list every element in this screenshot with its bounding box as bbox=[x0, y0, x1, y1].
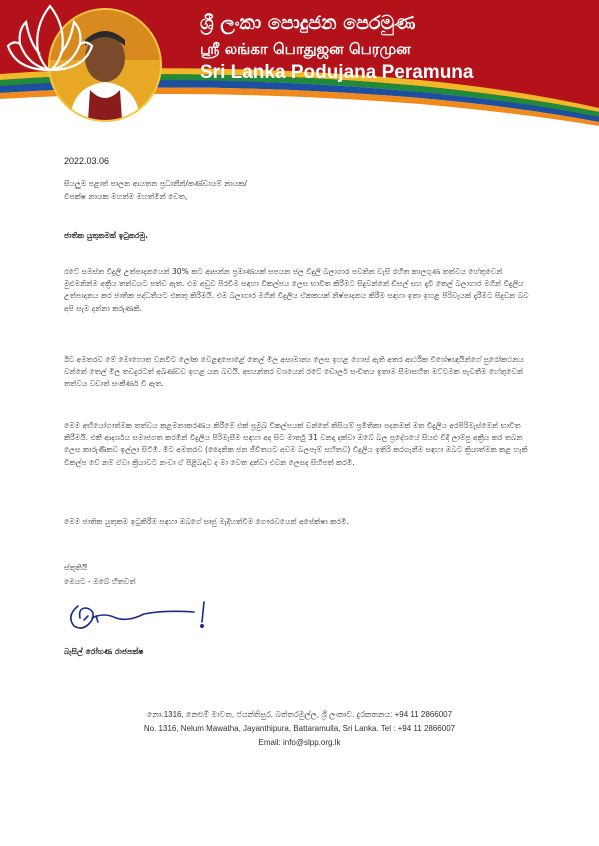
paragraph-4: මෙම ජාතික යුතුකම ඉටුකිරීම සඳහා ඔබගේ සෘජු මැදිහත්වීම ගෞරවයෙන් අපේක්ෂා කරමි. bbox=[64, 517, 349, 526]
addressee-line-1: සියලුම පළාත් පාලන ආයතන ප්‍රධානීන්/කණ්ඩායම් නායක/ bbox=[64, 179, 247, 188]
footer-address-sinhala: නො.1316, නෙළුම් මාවත, ජයන්තිපුර, බත්තරමුල්ල, ශ්‍රී ලංකාව. දුරකතනය: +94 11 2866007 bbox=[146, 710, 453, 719]
closing-line-2: මෙයට - ඔබේ හිතවත් bbox=[64, 577, 136, 586]
paragraph-3: මෙම අභියෝගාත්මක තත්වය කළමනාකරණය කිරීමේ එක් ප්‍රමුඛ විකල්පයක් වන්නේ කිසියම් ප්‍රමිතිකා පදනමක් මත විදුලිය අරපිරිමැස්මෙන් භාවිත කිරීමයි. එකී ආදර්ශය සමාජගත කරමින් විදුලිය පිරිමැසීම සඳහා අද සිට මාර්තු 31 වනදා දක්වා ඔබේ බල ප්‍රදේශයේ සියළු වීදි ලාම්පු අක්‍රීය කර තබන ලෙස කාරුණිකව ඉල්ලා සිටිමි. මීට අමතරව (දෛනික ජන ජීවිතයට අවම බලපෑම් සහිතව) විදුලිය ඉතිරි කරගැනීම සඳහා ඔබට ක්‍රියාත්මක කළ හැකි විකල්ප වේ නම් ඒවා ක්‍රියාවට නංවා ඒ පිළිබඳව ද මා වෙත දන්වා එවන ලෙසද සිහිපත් කරමි. bbox=[64, 421, 528, 467]
signatory-name: බැසිල් රෝහණ රාජපක්ෂ bbox=[64, 647, 144, 656]
letterhead-banner bbox=[0, 0, 599, 128]
closing: ස්තූතියි bbox=[64, 563, 88, 572]
paragraph-1: රටේ සමස්ත විදුලි උත්පාදනයෙන් 30% කට ආසන්න ප්‍රමාණයක් සපයන ජල විදුලි බලාගාර පවතින වැසි රහිත කාලගුණ තත්වය හේතුවෙන් මුළුමනින්ම අක්‍රීය තත්වයට පත්ව ඇත. එම අඩුව පිරවීම සඳහා විකල්පය ලෙස භාවිත කිරීමට සිදුවන්නේ ඩීසල් සහ දැවි තෙල් බලාගාර මගින් විදුලිය උත්පාදනය කර ජාතික පද්ධතියට එකතු කිරීමයි. එම බලාගාර මගින් විදුලිය ඒකකයක් නිෂ්පාදනය කිරීම සඳහා ඉතා ඉහළ පිරිවැයක් දැරීමට සිදුවන බව අපි සැම දන්නා කරුණකි. bbox=[64, 267, 529, 313]
signature-image bbox=[64, 596, 224, 636]
addressee-line-2: විපක්ෂ නායක මහත්ම මහත්මීන් වෙත, bbox=[64, 192, 188, 201]
footer-email: Email: info@slpp.org.lk bbox=[258, 738, 341, 747]
party-name-sinhala: ශ්‍රී ලංකා පොදුජන පෙරමුණ bbox=[200, 12, 416, 34]
paragraph-2: ඊට අමතරව මේ මොහොත වනවිට ලෝක වෙළඳපොළේ තෙල් මිල අසාමාන්‍ය ලෙස ඉහළ ගොස් ඇති අතර ආර්ථික විශේෂඥයින්ගේ පුරෝකථනය වන්නේ තෙල් මිල තවදුරටත් අඛණ්ඩව ඉහළ යන බවයි. අභ්‍යන්තර වශයෙන් රටේ ඩොලර් සංචිතය ඉතාම සීමාසහිත මට්ටමක පැවතීම හේතුවෙන් තත්වය වඩාත් සංකීර්ණ වී ඇත. bbox=[64, 355, 524, 389]
salutation: ජාතික යුතුකමක් ඉටුකරමු. bbox=[64, 231, 148, 240]
party-name-english: Sri Lanka Podujana Peramuna bbox=[200, 62, 474, 83]
lotus-bud-logo-icon bbox=[0, 0, 100, 80]
footer-address-english: No. 1316, Nelum Mawatha, Jayanthipura, Battaramulla, Sri Lanka. Tel : +94 11 2866007 bbox=[143, 724, 456, 733]
letter-date: 2022.03.06 bbox=[64, 156, 110, 166]
party-name-tamil: ஸ்ரீ லங்கா பொதுஜன பெரமுன bbox=[200, 40, 411, 58]
